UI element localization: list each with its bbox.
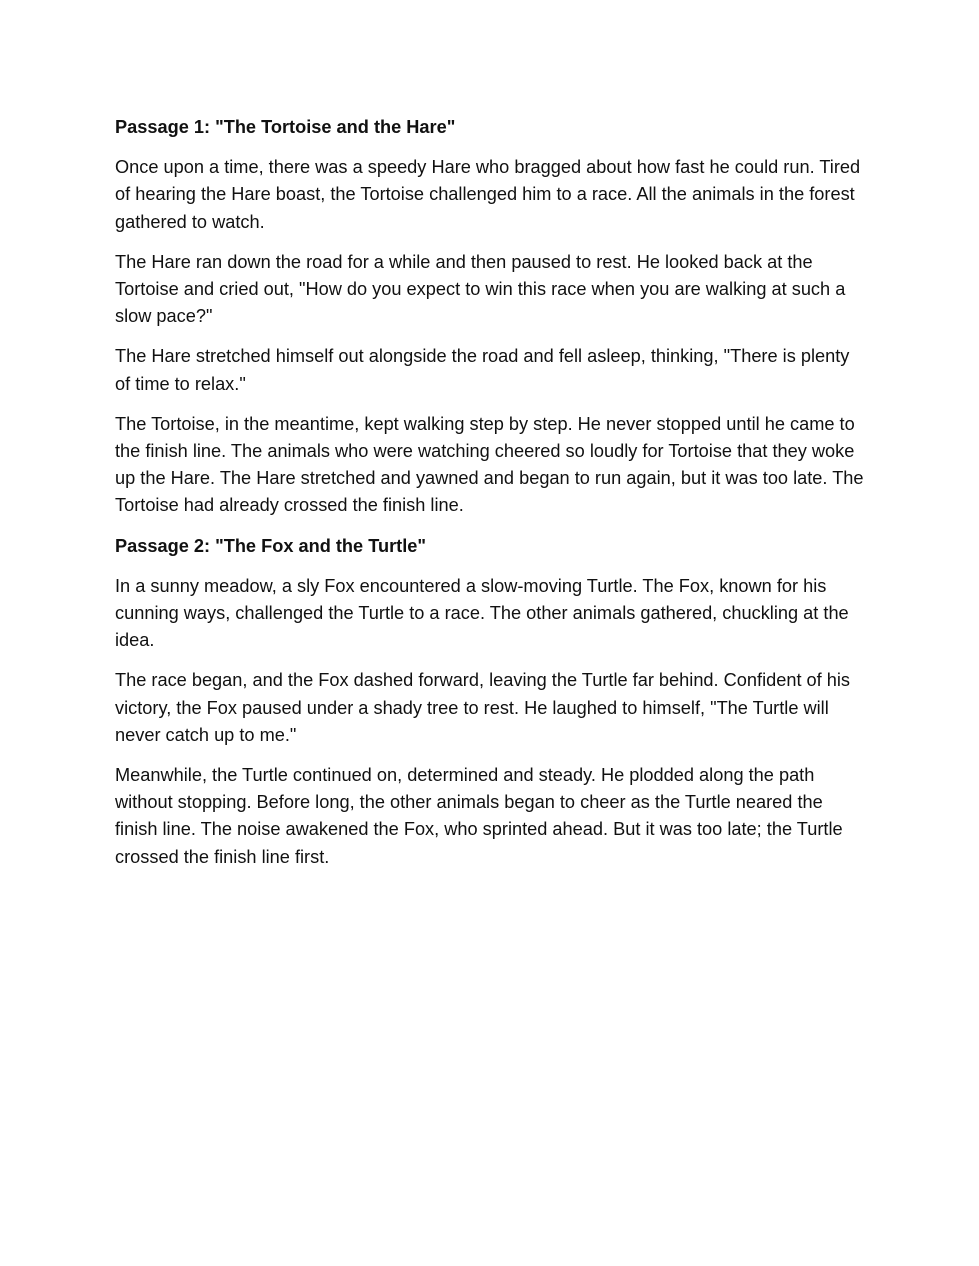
passage-2-paragraph-1: In a sunny meadow, a sly Fox encountered a slow-moving Turtle. The Fox, known for his cunning ways, challenged the Turtle to a race. The other animals gathered, chuckling at the idea.: [115, 575, 849, 651]
passage-1-paragraph-2: The Hare ran down the road for a while and then paused to rest. He looked back at the Tortoise and cried out, "How do you expect to win this race when you are walking at such a slow pace?": [115, 251, 846, 327]
passage-1-paragraph-4: The Tortoise, in the meantime, kept walking step by step. He never stopped until he came to the finish line. The animals who were watching cheered so loudly for Tortoise that they woke up the Hare. The Hare stretched and yawned and began to run again, but it was too late. The Tortoise had already crossed the finish line.: [115, 413, 864, 516]
passage-1-title: Passage 1: "The Tortoise and the Hare": [115, 117, 456, 137]
document-page: [115, 114, 867, 884]
passage-2-paragraph-2: The race began, and the Fox dashed forward, leaving the Turtle far behind. Confident of his victory, the Fox paused under a shady tree to rest. He laughed to himself, "The Turtle will never catch up to me.": [115, 670, 851, 745]
passage-2-title: Passage 2: "The Fox and the Turtle": [115, 535, 427, 556]
passage-1-paragraph-3: The Hare stretched himself out alongside the road and fell asleep, thinking, "There is plenty of time to relax.": [115, 346, 850, 394]
passage-2-paragraph-3: Meanwhile, the Turtle continued on, determined and steady. He plodded along the path without stopping. Before long, the other animals began to cheer as the Turtle neared the finish line. The noise awakened the Fox, who sprinted ahead. But it was too late; the Turtle crossed the finish line first.: [115, 765, 843, 867]
passage-1-paragraph-1: Once upon a time, there was a speedy Hare who bragged about how fast he could run. Tired of hearing the Hare boast, the Tortoise challenged him to a race. All the animals in the forest gathered to watch.: [115, 157, 861, 232]
